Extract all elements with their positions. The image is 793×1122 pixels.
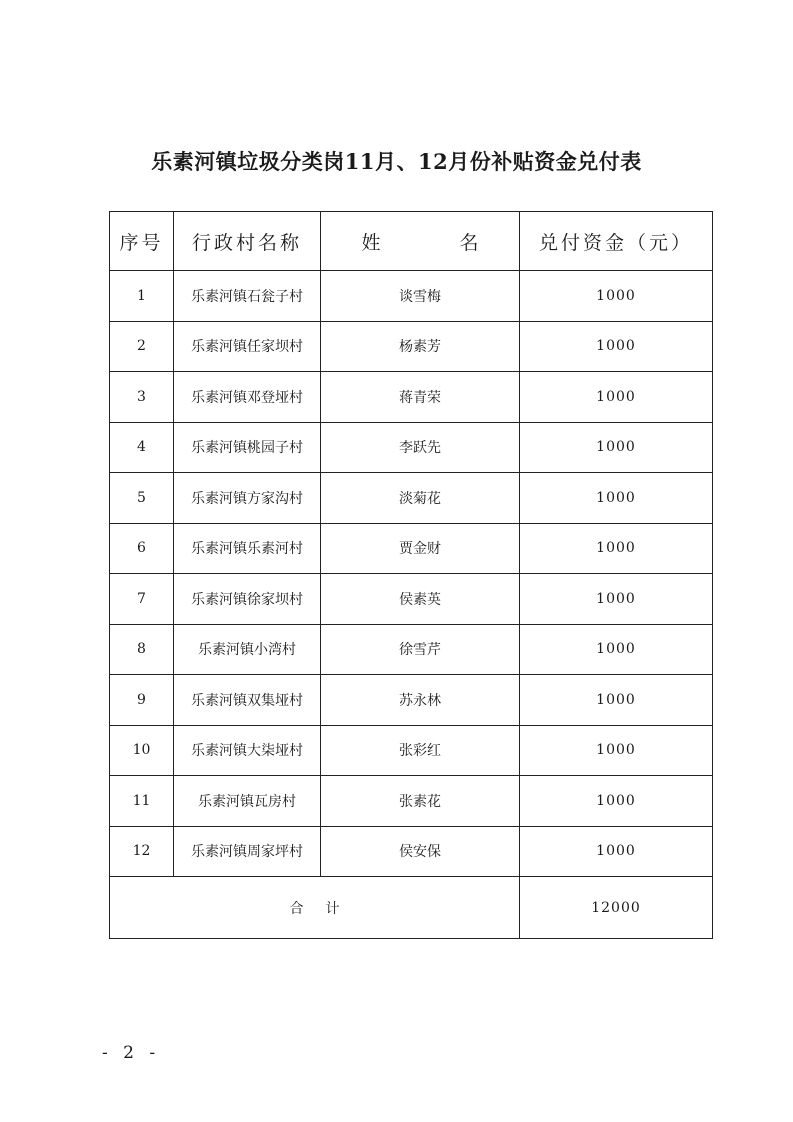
cell-seq: 3	[110, 372, 174, 423]
cell-name: 张彩红	[321, 725, 520, 776]
cell-amount: 1000	[520, 473, 713, 524]
cell-amount: 1000	[520, 422, 713, 473]
cell-seq: 6	[110, 523, 174, 574]
cell-seq: 4	[110, 422, 174, 473]
cell-amount: 1000	[520, 826, 713, 877]
cell-name: 蒋青荣	[321, 372, 520, 423]
table-row	[110, 725, 713, 776]
cell-amount: 1000	[520, 372, 713, 423]
cell-name: 谈雪梅	[321, 271, 520, 322]
header-village: 行政村名称	[174, 212, 321, 271]
cell-seq: 2	[110, 321, 174, 372]
document-title: 乐素河镇垃圾分类岗11月、12月份补贴资金兑付表	[151, 149, 642, 174]
cell-seq: 11	[110, 776, 174, 827]
table-row	[110, 372, 713, 423]
cell-seq: 5	[110, 473, 174, 524]
subsidy-table	[109, 211, 713, 939]
cell-name: 张素花	[321, 776, 520, 827]
table-row	[110, 321, 713, 372]
cell-name: 李跃先	[321, 422, 520, 473]
table-row	[110, 675, 713, 726]
cell-amount: 1000	[520, 624, 713, 675]
cell-amount: 1000	[520, 776, 713, 827]
cell-village: 乐素河镇大柒垭村	[174, 725, 321, 776]
cell-village: 乐素河镇任家坝村	[174, 321, 321, 372]
cell-amount: 1000	[520, 725, 713, 776]
cell-village: 乐素河镇石瓮子村	[174, 271, 321, 322]
table-row	[110, 574, 713, 625]
cell-village: 乐素河镇瓦房村	[174, 776, 321, 827]
table-row	[110, 473, 713, 524]
cell-name: 侯素英	[321, 574, 520, 625]
cell-name: 淡菊花	[321, 473, 520, 524]
table-row	[110, 826, 713, 877]
cell-village: 乐素河镇邓登垭村	[174, 372, 321, 423]
cell-amount: 1000	[520, 574, 713, 625]
cell-village: 乐素河镇双集垭村	[174, 675, 321, 726]
table-body	[110, 271, 713, 877]
table-row	[110, 271, 713, 322]
cell-name: 徐雪芹	[321, 624, 520, 675]
header-seq: 序号	[110, 212, 174, 271]
total-amount: 12000	[520, 877, 713, 939]
cell-amount: 1000	[520, 321, 713, 372]
cell-name: 侯安保	[321, 826, 520, 877]
header-amount: 兑付资金（元）	[520, 212, 713, 271]
table-row	[110, 624, 713, 675]
cell-village: 乐素河镇桃园子村	[174, 422, 321, 473]
cell-village: 乐素河镇周家坪村	[174, 826, 321, 877]
cell-amount: 1000	[520, 271, 713, 322]
table-row	[110, 422, 713, 473]
cell-village: 乐素河镇徐家坝村	[174, 574, 321, 625]
table-row	[110, 523, 713, 574]
cell-seq: 8	[110, 624, 174, 675]
table-row	[110, 776, 713, 827]
cell-name: 贾金财	[321, 523, 520, 574]
page-number: - 2 -	[102, 1043, 161, 1063]
cell-name: 苏永林	[321, 675, 520, 726]
cell-seq: 9	[110, 675, 174, 726]
cell-seq: 10	[110, 725, 174, 776]
table-header-row	[110, 212, 713, 271]
cell-name: 杨素芳	[321, 321, 520, 372]
header-name: 姓 名	[321, 212, 520, 271]
cell-village: 乐素河镇方家沟村	[174, 473, 321, 524]
cell-amount: 1000	[520, 675, 713, 726]
total-label: 合计	[110, 877, 520, 939]
cell-seq: 7	[110, 574, 174, 625]
total-row	[110, 877, 713, 939]
cell-seq: 1	[110, 271, 174, 322]
cell-seq: 12	[110, 826, 174, 877]
cell-amount: 1000	[520, 523, 713, 574]
cell-village: 乐素河镇乐素河村	[174, 523, 321, 574]
cell-village: 乐素河镇小湾村	[174, 624, 321, 675]
